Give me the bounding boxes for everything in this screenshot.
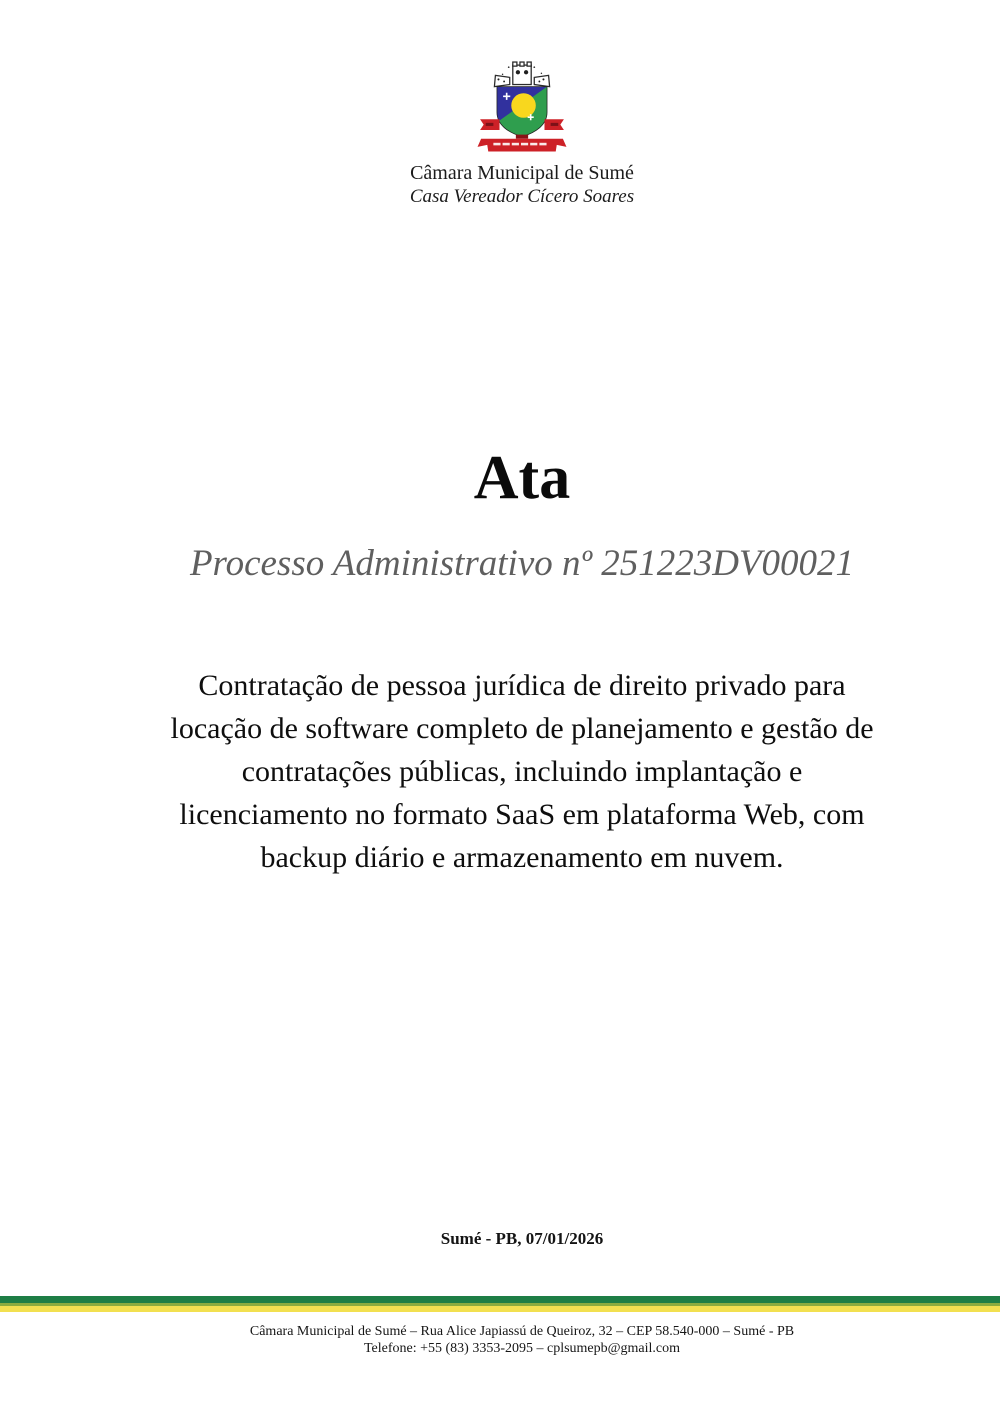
footer-text-block	[0, 1323, 1000, 1357]
body-line: locação de software completo de planejamento e gestão de	[170, 712, 874, 745]
footer-contact-line: Telefone: +55 (83) 3353-2095 – cplsumepb@gmail.com	[363, 1341, 681, 1356]
document-title: Ata	[473, 444, 571, 512]
body-line: Contratação de pessoa jurídica de direito privado para	[198, 669, 846, 702]
body-line: licenciamento no formato SaaS em plataforma Web, com	[179, 798, 865, 831]
header-crest	[44, 60, 1000, 152]
org-name: Câmara Municipal de Sumé	[410, 162, 634, 184]
municipal-crest-icon	[476, 60, 568, 152]
process-number-subtitle: Processo Administrativo nº 251223DV00021	[189, 543, 855, 584]
crest-motto-scroll	[478, 139, 567, 152]
org-tagline: Casa Vereador Cícero Soares	[409, 186, 635, 207]
footer-stripe-yellow	[0, 1306, 1000, 1312]
place-date-line: Sumé - PB, 07/01/2026	[440, 1229, 604, 1248]
footer-stripe-green	[0, 1296, 1000, 1303]
document-object-paragraph	[44, 664, 1000, 879]
body-line: backup diário e armazenamento em nuvem.	[260, 841, 784, 874]
footer-address-line: Câmara Municipal de Sumé – Rua Alice Japiassú de Queiroz, 32 – CEP 58.540-000 – Sumé - PB	[249, 1324, 795, 1339]
page-footer	[0, 1296, 1000, 1357]
crest-shield	[494, 85, 550, 139]
body-line: contratações públicas, incluindo implantação e	[241, 755, 803, 788]
